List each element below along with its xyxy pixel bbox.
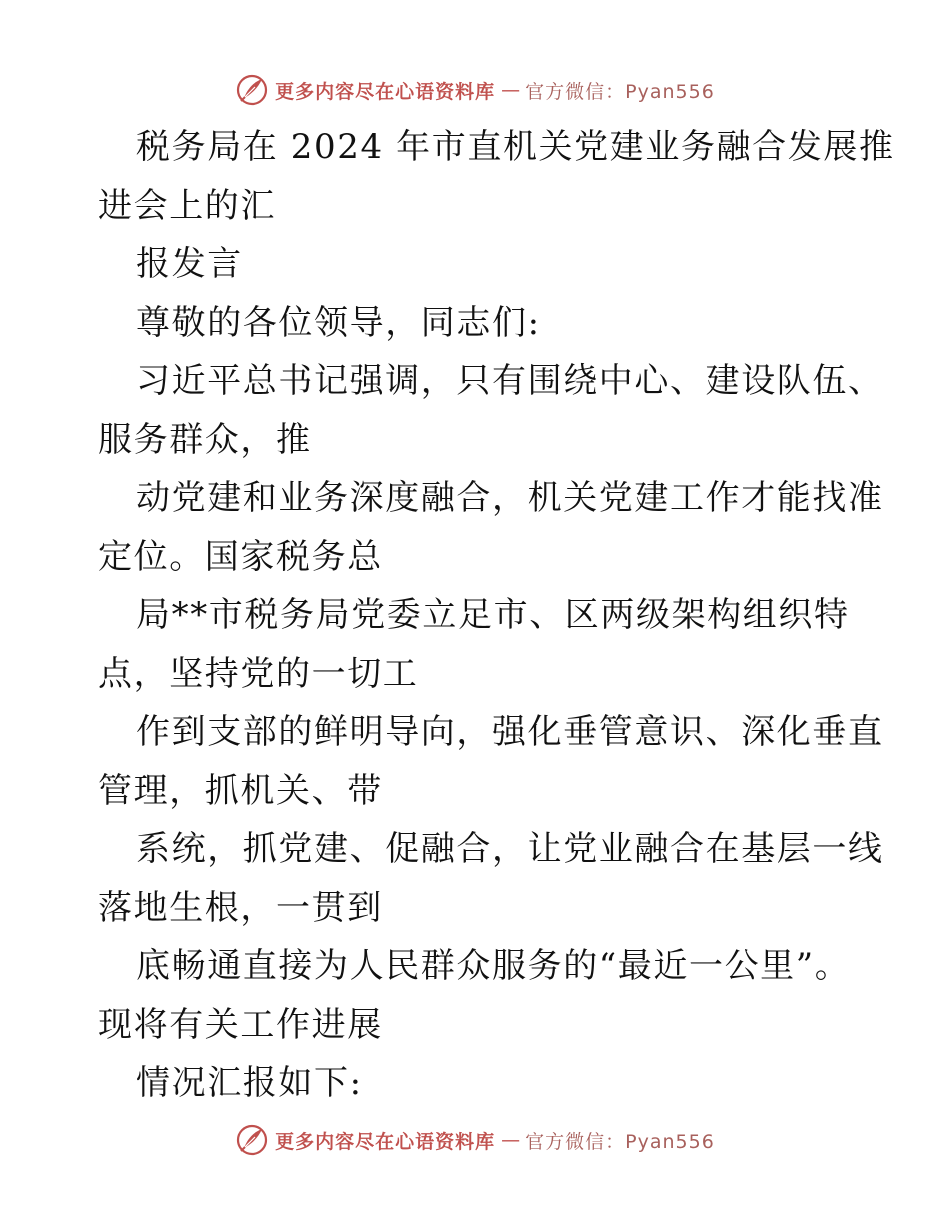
- document-line: 服务群众，推: [98, 419, 312, 460]
- document-line: 定位。国家税务总: [98, 536, 383, 577]
- document-line: 管理，抓机关、带: [98, 770, 383, 811]
- document-line: 尊敬的各位领导，同志们:: [136, 302, 541, 343]
- document-line: 习近平总书记强调，只有围绕中心、建设队伍、: [136, 361, 884, 401]
- document-line: 系统，抓党建、促融合，让党业融合在基层一线: [136, 829, 884, 869]
- document-line: 报发言: [136, 244, 243, 284]
- feather-pen-logo-icon: [235, 1123, 269, 1157]
- watermark-brand: 更多内容尽在心语资料库: [275, 1130, 496, 1153]
- watermark-dash: —: [501, 79, 520, 101]
- feather-pen-logo-icon: [235, 73, 269, 107]
- document-line: 底畅通直接为人民群众服务的“最近一公里”。: [136, 946, 851, 986]
- watermark-dash: —: [501, 1129, 520, 1151]
- document-line: 点，坚持党的一切工: [98, 653, 419, 694]
- watermark-contact: 官方微信：Pyan556: [525, 80, 715, 103]
- document-line: 落地生根，一贯到: [98, 887, 383, 928]
- document-line: 作到支部的鲜明导向，强化垂管意识、深化垂直: [136, 712, 884, 752]
- document-body: [98, 118, 895, 1113]
- document-line: 动党建和业务深度融合，机关党建工作才能找准: [136, 478, 884, 518]
- watermark-brand: 更多内容尽在心语资料库: [275, 80, 496, 103]
- footer-watermark: [0, 1120, 950, 1160]
- document-line: 局**市税务局党委立足市、区两级架构组织特: [136, 595, 850, 635]
- document-line: 现将有关工作进展: [98, 1004, 383, 1045]
- document-line: 情况汇报如下:: [136, 1063, 363, 1103]
- header-watermark: [0, 70, 950, 110]
- watermark-contact: 官方微信：Pyan556: [525, 1130, 715, 1153]
- document-line: 进会上的汇: [98, 185, 276, 226]
- document-line: 税务局在 2024 年市直机关党建业务融合发展推: [136, 127, 895, 167]
